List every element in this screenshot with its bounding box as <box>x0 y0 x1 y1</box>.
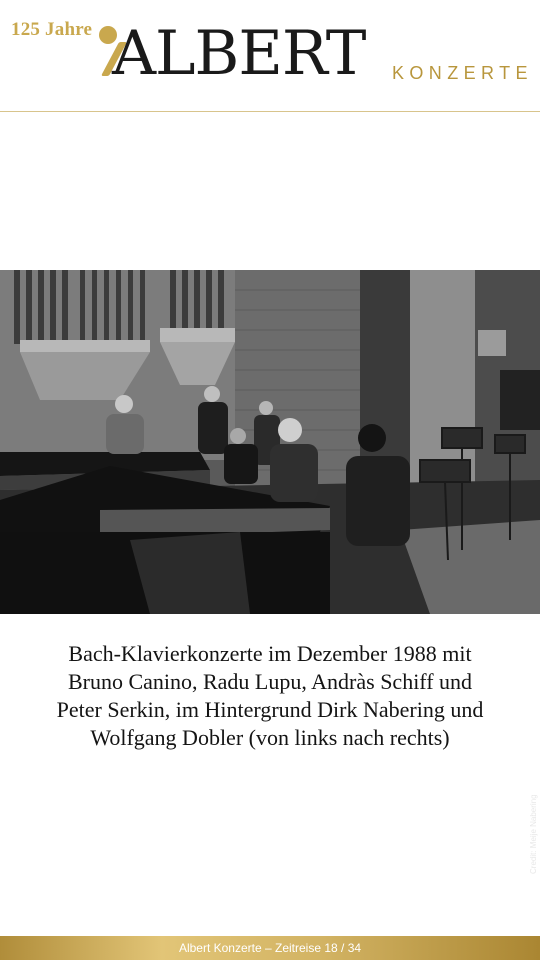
brand-subtitle: KONZERTE <box>392 63 533 83</box>
header <box>0 0 540 112</box>
caption-line: Peter Serkin, im Hintergrund Dirk Nabering und <box>56 697 484 722</box>
footer-page-label: Albert Konzerte – Zeitreise 18 / 34 <box>178 941 362 955</box>
header-divider <box>0 111 540 112</box>
brand-title: ALBERT <box>112 18 366 89</box>
photo-credit: Credit: Meije Nabering <box>529 794 538 874</box>
photo-caption <box>20 640 520 752</box>
caption-line: Wolfgang Dobler (von links nach rechts) <box>90 725 450 750</box>
photo-illustration <box>0 270 540 614</box>
caption-line: Bruno Canino, Radu Lupu, Andràs Schiff und <box>67 669 473 694</box>
caption-line: Bach-Klavierkonzerte im Dezember 1988 mit <box>68 641 472 666</box>
footer-bar <box>0 936 540 960</box>
anniversary-label: 125 Jahre <box>11 19 93 40</box>
